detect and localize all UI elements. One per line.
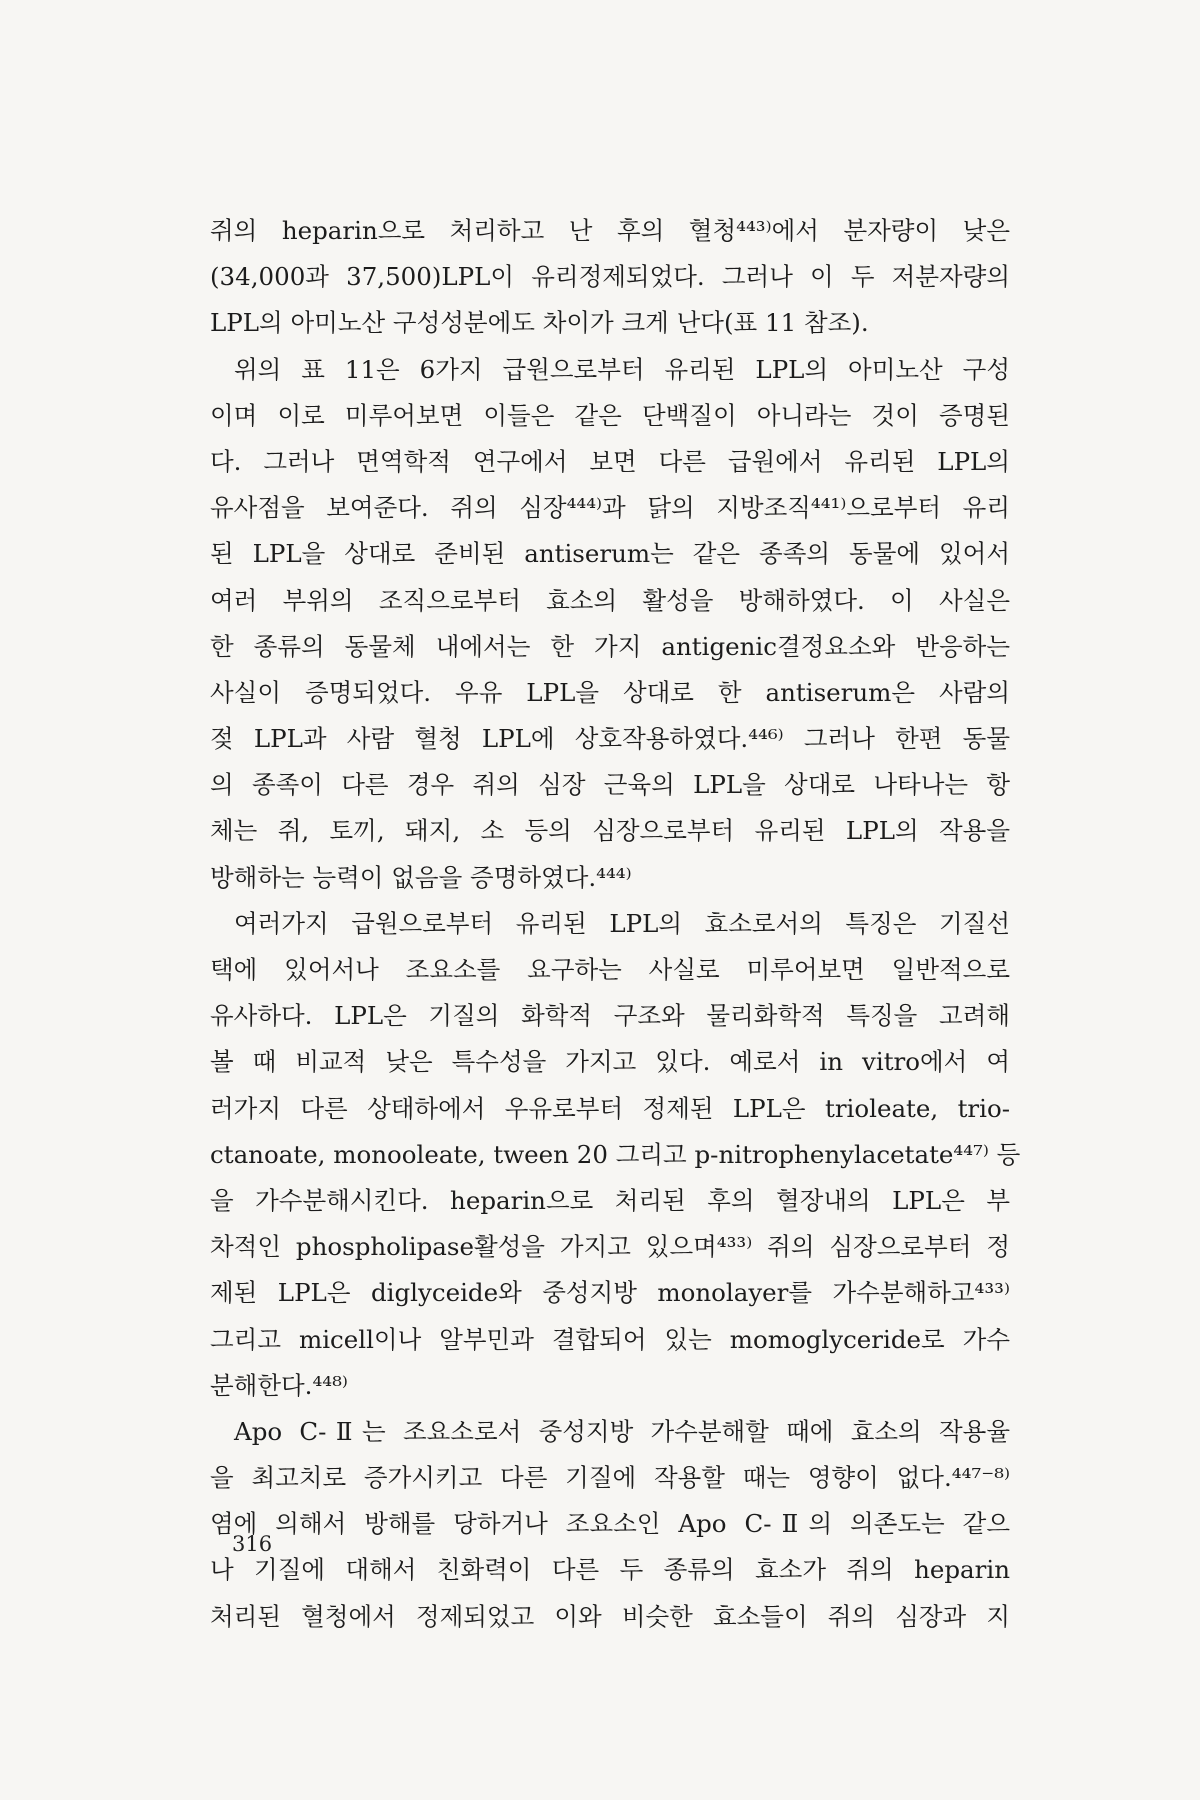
text-line: ctanoate, monooleate, tween 20 그리고 p-nitrophenylacetate⁴⁴⁷⁾ 등	[210, 1139, 1021, 1169]
paragraph-start-line: Apo C-Ⅱ는 조요소로서 중성지방 가수분해할 때에 효소의 작용율	[234, 1416, 1010, 1446]
text-line: 방해하는 능력이 없음을 증명하였다.⁴⁴⁴⁾	[210, 862, 632, 892]
text-line: 여러 부위의 조직으로부터 효소의 활성을 방해하였다. 이 사실은	[210, 585, 1010, 615]
text-line: 체는 쥐, 토끼, 돼지, 소 등의 심장으로부터 유리된 LPL의 작용을	[210, 816, 1010, 846]
text-line: 된 LPL을 상대로 준비된 antiserum는 같은 종족의 동물에 있어서	[210, 539, 1010, 569]
body-text	[210, 208, 1021, 1640]
text-line: 쥐의 heparin으로 처리하고 난 후의 혈청⁴⁴³⁾에서 분자량이 낮은	[210, 216, 1010, 245]
text-line: 한 종류의 동물체 내에서는 한 가지 antigenic결정요소와 반응하는	[210, 631, 1010, 661]
page-number: 316	[232, 1532, 273, 1556]
text-line: 그리고 micell이나 알부민과 결합되어 있는 momoglyceride로 가수	[210, 1324, 1010, 1354]
text-line: 처리된 혈청에서 정제되었고 이와 비슷한 효소들이 쥐의 심장과 지	[210, 1601, 1010, 1631]
text-line: 분해한다.⁴⁴⁸⁾	[210, 1370, 348, 1400]
text-line: 다. 그러나 면역학적 연구에서 보면 다른 급원에서 유리된 LPL의	[210, 446, 1010, 476]
text-line: 볼 때 비교적 낮은 특수성을 가지고 있다. 예로서 in vitro에서 여	[210, 1047, 1010, 1077]
text-line: 을 최고치로 증가시키고 다른 기질에 작용할 때는 영향이 없다.⁴⁴⁷⁻⁸⁾	[210, 1463, 1010, 1493]
text-line: 을 가수분해시킨다. heparin으로 처리된 후의 혈장내의 LPL은 부	[210, 1185, 1010, 1215]
text-line: (34,000과 37,500)LPL이 유리정제되었다. 그러나 이 두 저분자량의	[210, 262, 1010, 292]
text-line: 사실이 증명되었다. 우유 LPL을 상대로 한 antiserum은 사람의	[210, 677, 1010, 707]
text-line: 유사하다. LPL은 기질의 화학적 구조와 물리화학적 특징을 고려해	[210, 1001, 1010, 1031]
paragraph-start-line: 위의 표 11은 6가지 급원으로부터 유리된 LPL의 아미노산 구성	[234, 354, 1010, 384]
text-line: 이며 이로 미루어보면 이들은 같은 단백질이 아니라는 것이 증명된	[210, 400, 1010, 430]
text-line: LPL의 아미노산 구성성분에도 차이가 크게 난다(표 11 참조).	[210, 308, 869, 338]
paragraph-start-line: 여러가지 급원으로부터 유리된 LPL의 효소로서의 특징은 기질선	[234, 908, 1010, 938]
text-line: 택에 있어서나 조요소를 요구하는 사실로 미루어보면 일반적으로	[210, 955, 1010, 984]
text-line: 차적인 phospholipase활성을 가지고 있으며⁴³³⁾ 쥐의 심장으로부터 정	[210, 1232, 1010, 1262]
text-line: 유사점을 보여준다. 쥐의 심장⁴⁴⁴⁾과 닭의 지방조직⁴⁴¹⁾으로부터 유리	[210, 493, 1010, 523]
text-line: 염에 의해서 방해를 당하거나 조요소인 Apo C-Ⅱ의 의존도는 같으	[210, 1509, 1010, 1539]
text-line: 러가지 다른 상태하에서 우유로부터 정제된 LPL은 trioleate, trio-	[210, 1093, 1010, 1123]
text-line: 젖 LPL과 사람 혈청 LPL에 상호작용하였다.⁴⁴⁶⁾ 그러나 한편 동물	[210, 724, 1010, 754]
text-line: 의 종족이 다른 경우 쥐의 심장 근육의 LPL을 상대로 나타나는 항	[210, 770, 1010, 800]
text-line: 제된 LPL은 diglyceide와 중성지방 monolayer를 가수분해하고⁴³³⁾	[210, 1278, 1010, 1308]
text-line: 나 기질에 대해서 친화력이 다른 두 종류의 효소가 쥐의 heparin	[210, 1555, 1010, 1585]
